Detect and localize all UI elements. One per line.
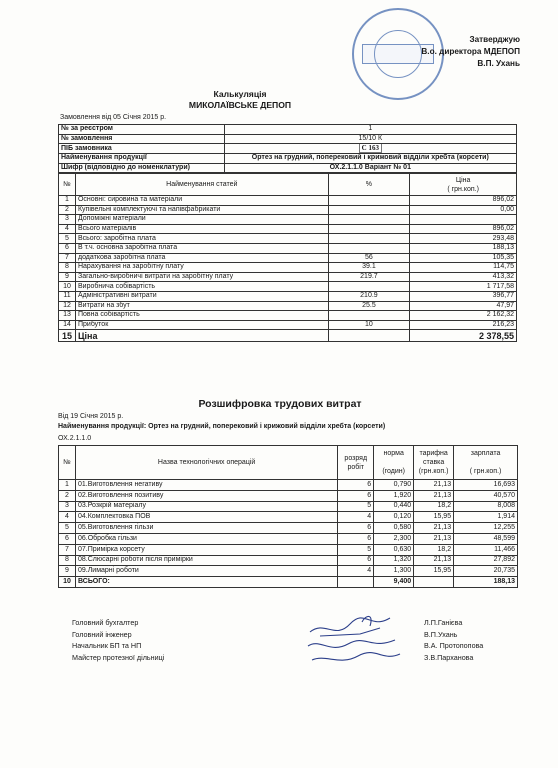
calc-row xyxy=(59,282,517,292)
meta-value: ОХ.2.1.1.0 Варіант № 01 xyxy=(224,163,516,173)
meta-label: ПІБ замовника xyxy=(59,144,225,154)
labor-row xyxy=(59,566,518,577)
col-name-header: Найменування статей xyxy=(75,174,328,196)
approval-line1: Затверджую xyxy=(469,35,520,44)
sign-name: В.А. Протопопова xyxy=(424,641,484,650)
calc-row-value: 396,77 xyxy=(410,291,517,301)
calc-row-value: 293,48 xyxy=(410,234,517,244)
calc-row-name: додаткова заробітна плата xyxy=(75,253,328,263)
signature-names xyxy=(424,617,483,663)
calc-row-value: 114,75 xyxy=(410,263,517,273)
calc-row xyxy=(59,263,517,273)
calc-subtitle: МИКОЛАЇВСЬКЕ ДЕПОП xyxy=(188,100,292,110)
labor-row-norm: 0,120 xyxy=(374,512,414,523)
calc-row-value: 896,02 xyxy=(410,196,517,206)
calc-row-name: Прибуток xyxy=(75,320,328,330)
calc-row-value: 2 378,55 xyxy=(410,330,517,342)
labor-row-name: 09.Лимарні роботи xyxy=(75,566,337,577)
labor-row-rate: 18,2 xyxy=(414,501,454,512)
labor-row-name: 01.Виготовлення негативу xyxy=(75,480,337,491)
calc-row-num: 6 xyxy=(59,243,76,253)
meta-value xyxy=(224,144,516,154)
labor-row-name: 08.Слюсарні роботи після примірки xyxy=(75,555,337,566)
calc-row-pct: 219.7 xyxy=(328,272,410,282)
labor-row-grade: 5 xyxy=(338,544,374,555)
calc-row xyxy=(59,272,517,282)
labor-row-norm: 1,920 xyxy=(374,490,414,501)
calc-row-name: Купівельні комплектуючі та напівфабрикати xyxy=(75,205,328,215)
meta-label: Шифр (відповідно до номенклатури) xyxy=(59,163,225,173)
calc-row xyxy=(59,301,517,311)
labor-row-num: 3 xyxy=(59,501,76,512)
calc-row-num: 10 xyxy=(59,282,76,292)
labor-row-norm: 1,300 xyxy=(374,566,414,577)
calc-row-pct xyxy=(328,205,410,215)
labor-header-row xyxy=(59,446,518,480)
calc-row xyxy=(59,330,517,342)
labor-row-num: 1 xyxy=(59,480,76,491)
labor-row-num: 10 xyxy=(59,577,76,588)
labor-row-pay: 8,008 xyxy=(454,501,518,512)
labor-row-grade: 6 xyxy=(338,480,374,491)
meta-row xyxy=(59,163,517,173)
labor-date: Від 19 Січня 2015 р. xyxy=(58,413,124,420)
calc-row-name: Загально-виробничі витрати на заробітну плату xyxy=(75,272,328,282)
calc-row xyxy=(59,311,517,321)
labor-col-pay xyxy=(454,446,518,480)
calc-row xyxy=(59,234,517,244)
labor-table xyxy=(58,445,518,588)
labor-row-name: 04.Комплектовка ПОВ xyxy=(75,512,337,523)
calc-row-num: 15 xyxy=(59,330,76,342)
col-num-header: № xyxy=(59,174,76,196)
labor-product-line xyxy=(58,423,385,430)
labor-row-name: ВСЬОГО: xyxy=(75,577,337,588)
calc-row-num: 1 xyxy=(59,196,76,206)
calc-row-name: Всього матеріалів xyxy=(75,224,328,234)
labor-row-num: 6 xyxy=(59,533,76,544)
calc-row-value: 0,00 xyxy=(410,205,517,215)
labor-row-grade: 6 xyxy=(338,523,374,534)
calc-row-pct xyxy=(328,243,410,253)
calc-row-name: Виробнича собівартість xyxy=(75,282,328,292)
meta-row xyxy=(59,125,517,135)
calc-row-num: 13 xyxy=(59,311,76,321)
labor-row-pay: 48,599 xyxy=(454,533,518,544)
labor-row xyxy=(59,523,518,534)
col-price-header xyxy=(410,174,517,196)
calc-row-value: 47,97 xyxy=(410,301,517,311)
sign-name: Л.П.Ганієва xyxy=(424,618,463,627)
calc-row-value: 105,35 xyxy=(410,253,517,263)
calc-row-num: 8 xyxy=(59,263,76,273)
calc-row-pct xyxy=(328,234,410,244)
labor-row-name: 03.Розкрій матеріалу xyxy=(75,501,337,512)
labor-row xyxy=(59,480,518,491)
labor-row-rate: 15,95 xyxy=(414,512,454,523)
labor-code: ОХ.2.1.1.0 xyxy=(58,435,92,442)
calc-row xyxy=(59,196,517,206)
labor-row xyxy=(59,544,518,555)
labor-col-name: Назва технологічних операцій xyxy=(75,446,337,480)
approval-line2: В.о. директора МДЕПОП xyxy=(421,47,520,56)
labor-row-name: 02.Виготовлення позитиву xyxy=(75,490,337,501)
calc-row-num: 4 xyxy=(59,224,76,234)
calc-row-name: Адміністративні витрати xyxy=(75,291,328,301)
labor-row-pay: 12,255 xyxy=(454,523,518,534)
price-head-line1: Ціна xyxy=(455,176,471,184)
labor-row-pay: 188,13 xyxy=(454,577,518,588)
labor-col-rate: тарифна ставка (грн.коп.) xyxy=(414,446,454,480)
sign-role: Майстер протезної дільниці xyxy=(72,652,165,662)
calc-row-name: Нарахування на заробітну плату xyxy=(75,263,328,273)
labor-row-norm: 2,300 xyxy=(374,533,414,544)
labor-row-pay: 20,735 xyxy=(454,566,518,577)
calc-row-pct: 210.9 xyxy=(328,291,410,301)
calc-row xyxy=(59,224,517,234)
registry-stamp: С 163 xyxy=(359,144,382,154)
labor-title: Розшифровка трудових витрат xyxy=(198,398,362,410)
norm-head1: норма xyxy=(383,450,404,457)
calc-row xyxy=(59,215,517,225)
calc-row xyxy=(59,320,517,330)
labor-row-rate: 21,13 xyxy=(414,480,454,491)
calc-row-pct xyxy=(328,196,410,206)
calc-row-pct xyxy=(328,311,410,321)
labor-row-norm: 0,790 xyxy=(374,480,414,491)
sign-name: В.П.Ухань xyxy=(424,629,458,639)
labor-row-norm: 0,580 xyxy=(374,523,414,534)
labor-row-num: 5 xyxy=(59,523,76,534)
meta-value: 15/10 К xyxy=(224,134,516,144)
pay-head2: ( грн.коп.) xyxy=(469,468,502,475)
calc-row-num: 14 xyxy=(59,320,76,330)
labor-row-rate: 21,13 xyxy=(414,533,454,544)
calc-row xyxy=(59,291,517,301)
sign-role: Начальник БП та НП xyxy=(72,641,142,650)
calc-row-pct xyxy=(328,282,410,292)
labor-row-norm: 9,400 xyxy=(374,577,414,588)
meta-value: Ортез на грудний, поперековий і крижовий відділи хребта (корсети) xyxy=(224,154,516,164)
calc-row-value: 216,23 xyxy=(410,320,517,330)
calc-row-value: 896,02 xyxy=(410,224,517,234)
calc-row-pct: 10 xyxy=(328,320,410,330)
labor-product-label: Найменування продукції: xyxy=(58,423,147,430)
calc-row-num: 5 xyxy=(59,234,76,244)
labor-col-num: № xyxy=(59,446,76,480)
calc-row-pct xyxy=(328,224,410,234)
labor-row-pay: 16,693 xyxy=(454,480,518,491)
calc-row-pct: 39.1 xyxy=(328,263,410,273)
calc-row xyxy=(59,205,517,215)
meta-row xyxy=(59,134,517,144)
pay-head1: зарплата xyxy=(470,450,501,457)
labor-row-pay: 40,570 xyxy=(454,490,518,501)
calc-row-value xyxy=(410,215,517,225)
signature-roles xyxy=(72,617,164,663)
labor-row-rate: 21,13 xyxy=(414,555,454,566)
calc-title-block xyxy=(140,89,340,111)
meta-row xyxy=(59,154,517,164)
labor-product-value: Ортез на грудний, поперековий і крижовий відділи хребта (корсети) xyxy=(148,423,386,430)
labor-row-name: 07.Примірка корсету xyxy=(75,544,337,555)
sign-name: З.В.Парханова xyxy=(424,652,474,662)
calc-row-value: 1 717,58 xyxy=(410,282,517,292)
labor-row-num: 4 xyxy=(59,512,76,523)
labor-row-grade: 4 xyxy=(338,566,374,577)
calc-row-value: 188,13 xyxy=(410,243,517,253)
meta-label: № за реєстром xyxy=(59,125,225,135)
labor-row-rate xyxy=(414,577,454,588)
calc-row-num: 2 xyxy=(59,205,76,215)
approval-block xyxy=(421,34,520,70)
labor-row-grade xyxy=(338,577,374,588)
labor-row xyxy=(59,490,518,501)
labor-row-name: 06.Обробка гільзи xyxy=(75,533,337,544)
labor-row-grade: 5 xyxy=(338,501,374,512)
labor-row xyxy=(59,501,518,512)
calc-header-row xyxy=(59,174,517,196)
labor-row-grade: 6 xyxy=(338,533,374,544)
calc-row-name: Витрати на збут xyxy=(75,301,328,311)
calc-row-pct xyxy=(328,215,410,225)
labor-row-name: 05.Виготовлення гільзи xyxy=(75,523,337,534)
calc-meta-table xyxy=(58,124,517,173)
labor-row-grade: 4 xyxy=(338,512,374,523)
labor-row-norm: 0,440 xyxy=(374,501,414,512)
meta-value: 1 xyxy=(224,125,516,135)
price-head-line2: ( грн.коп.) xyxy=(447,185,479,193)
calc-row-value: 413,32 xyxy=(410,272,517,282)
order-date: Замовлення від 05 Січня 2015 р. xyxy=(60,114,167,121)
calc-row-pct: 56 xyxy=(328,253,410,263)
labor-row xyxy=(59,555,518,566)
calc-row-num: 12 xyxy=(59,301,76,311)
calc-table xyxy=(58,173,517,342)
labor-row-grade: 6 xyxy=(338,555,374,566)
labor-row-norm: 0,630 xyxy=(374,544,414,555)
labor-row-rate: 15,95 xyxy=(414,566,454,577)
calc-title: Калькуляція xyxy=(213,89,267,99)
labor-row-rate: 18,2 xyxy=(414,544,454,555)
meta-label: № замовлення xyxy=(59,134,225,144)
calc-row-num: 3 xyxy=(59,215,76,225)
sign-role: Головний бухгалтер xyxy=(72,618,139,627)
labor-row-pay: 27,892 xyxy=(454,555,518,566)
calc-row-name: Допоміжні матеріали xyxy=(75,215,328,225)
calc-row-num: 11 xyxy=(59,291,76,301)
calc-row-num: 9 xyxy=(59,272,76,282)
approval-line3: В.П. Ухань xyxy=(477,59,520,68)
norm-head2: (годин) xyxy=(382,468,405,475)
labor-col-norm xyxy=(374,446,414,480)
labor-row-pay: 1,914 xyxy=(454,512,518,523)
labor-row xyxy=(59,577,518,588)
labor-row-grade: 6 xyxy=(338,490,374,501)
labor-row-num: 9 xyxy=(59,566,76,577)
labor-row xyxy=(59,533,518,544)
calc-row-name: В т.ч. основна заробітна плата xyxy=(75,243,328,253)
labor-row xyxy=(59,512,518,523)
calc-row xyxy=(59,253,517,263)
labor-row-pay: 11,466 xyxy=(454,544,518,555)
labor-col-grade: розряд робіт xyxy=(338,446,374,480)
calc-row-name: Всього: заробітна плата xyxy=(75,234,328,244)
handwritten-signatures xyxy=(300,610,410,670)
calc-row-value: 2 162,32 xyxy=(410,311,517,321)
labor-row-norm: 1,320 xyxy=(374,555,414,566)
calc-row-num: 7 xyxy=(59,253,76,263)
calc-row xyxy=(59,243,517,253)
col-pct-header: % xyxy=(328,174,410,196)
calc-row-pct xyxy=(328,330,410,342)
calc-row-name: Повна собівартість xyxy=(75,311,328,321)
meta-label: Найменування продукції xyxy=(59,154,225,164)
calc-row-name: Ціна xyxy=(75,330,328,342)
labor-row-rate: 21,13 xyxy=(414,490,454,501)
labor-row-num: 2 xyxy=(59,490,76,501)
labor-row-rate: 21,13 xyxy=(414,523,454,534)
labor-row-num: 7 xyxy=(59,544,76,555)
calc-row-name: Основні: сировина та матеріали xyxy=(75,196,328,206)
calc-row-pct: 25.5 xyxy=(328,301,410,311)
labor-row-num: 8 xyxy=(59,555,76,566)
meta-row xyxy=(59,144,517,154)
sign-role: Головний інженер xyxy=(72,629,132,639)
